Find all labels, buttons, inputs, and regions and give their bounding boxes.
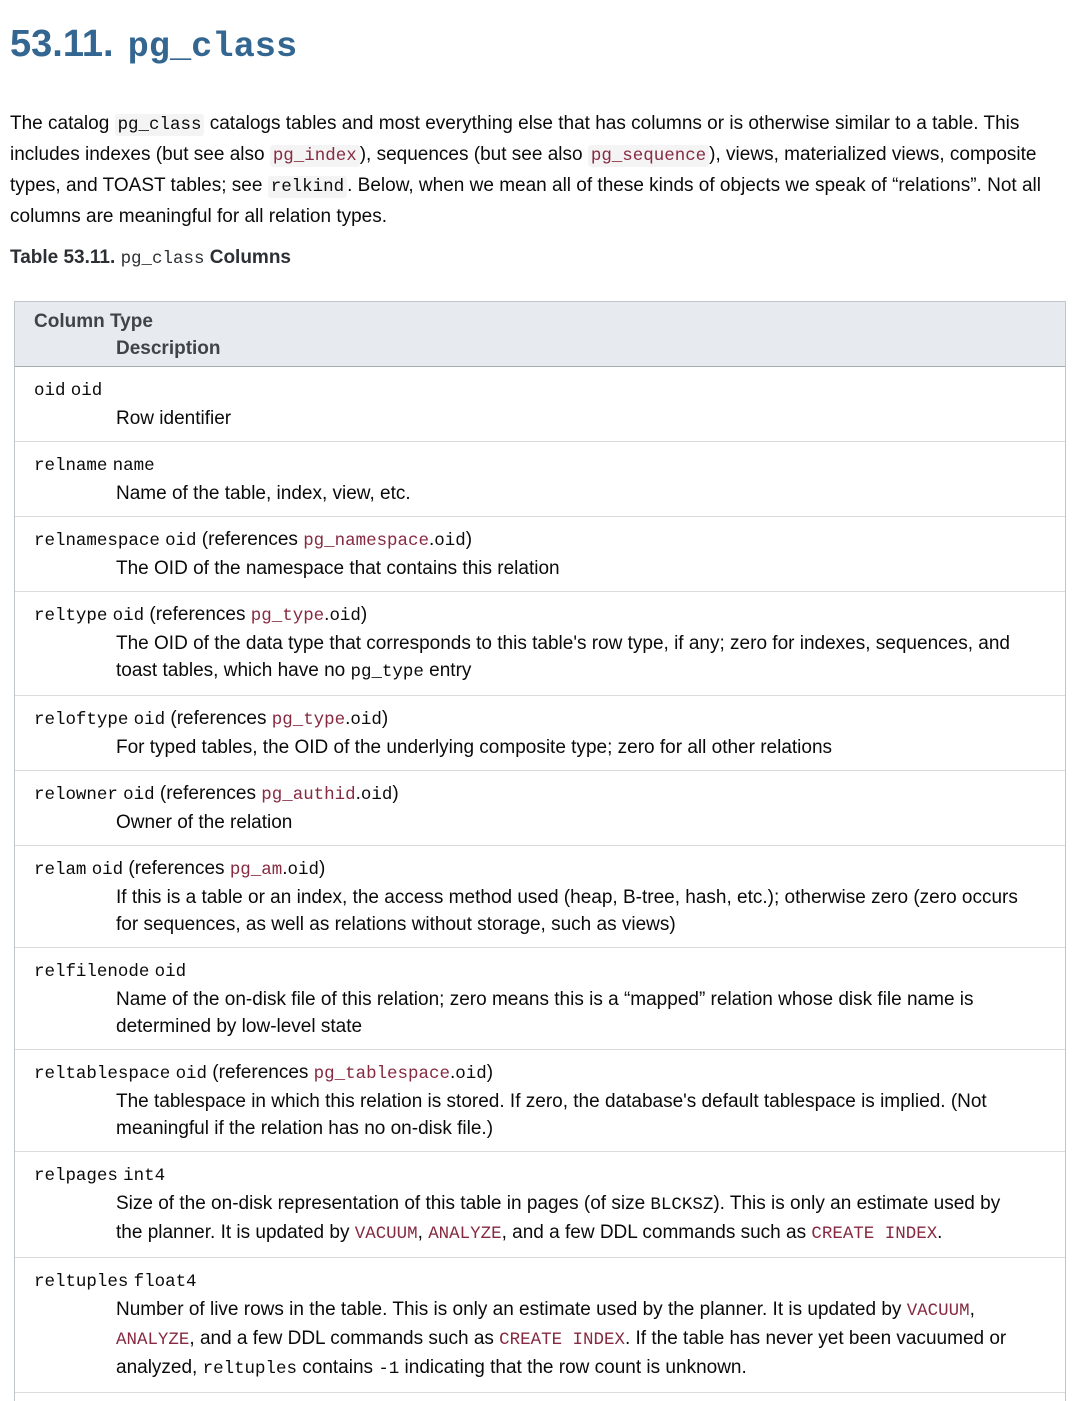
text-run: (references xyxy=(207,1061,314,1083)
text-run: ) xyxy=(486,1061,494,1083)
text-run: . xyxy=(324,603,330,625)
text-run: If this is a table or an index, the access method used (heap, B-tree, hash, etc.); otherwise zero (zero occurs for sequences, as well as relations without storage, such as views) xyxy=(116,886,1018,935)
table-row xyxy=(15,695,1065,770)
text-run: Name of the on-disk file of this relation; zero means this is a “mapped” relation whose disk file name is determined by low-level state xyxy=(116,988,974,1037)
table-row xyxy=(15,845,1065,947)
text-run: entry xyxy=(423,659,472,681)
column-description xyxy=(116,480,1021,507)
text-run: ), sequences (but see also xyxy=(359,143,588,165)
inline-code: BLCKSZ xyxy=(650,1194,714,1215)
inline-code: relkind xyxy=(268,176,347,198)
text-run: Number of live rows in the table. This is only an estimate used by the planner. It is updated by xyxy=(116,1298,907,1320)
inline-code: relfilenode xyxy=(34,961,150,982)
inline-code: oid xyxy=(133,709,166,730)
inline-code: oid xyxy=(360,784,393,805)
text-run: , and a few DDL commands such as xyxy=(189,1327,500,1349)
inline-code: relnamespace xyxy=(34,530,160,551)
link-create-index[interactable]: CREATE INDEX xyxy=(811,1223,938,1244)
text-run: Name of the table, index, view, etc. xyxy=(116,482,411,504)
column-description xyxy=(116,809,1021,836)
doc-page xyxy=(0,24,1080,1401)
inline-code: oid xyxy=(34,380,66,401)
text-run: Size of the on-disk representation of this table in pages (of size xyxy=(116,1192,651,1214)
inline-code: relowner xyxy=(34,784,118,805)
table-body xyxy=(15,367,1065,1392)
inline-code: oid xyxy=(175,1063,208,1084)
table-row xyxy=(15,947,1065,1049)
inline-code: reltype xyxy=(34,605,108,626)
inline-code: relpages xyxy=(34,1165,118,1186)
inline-code: oid xyxy=(123,784,155,805)
column-description xyxy=(116,1088,1021,1142)
text-run: ) xyxy=(465,528,473,550)
link-pg_tablespace[interactable]: pg_tablespace xyxy=(313,1063,450,1084)
table-row xyxy=(15,591,1065,695)
inline-code: reloftype xyxy=(34,709,129,730)
link-create-index[interactable]: CREATE INDEX xyxy=(499,1329,625,1350)
text-run: ), views, materialized views, composite types, and TOAST tables; see xyxy=(10,143,1037,196)
text-run: contains xyxy=(296,1356,379,1378)
link-pg_am[interactable]: pg_am xyxy=(229,859,283,880)
text-run: Owner of the relation xyxy=(116,811,293,833)
inline-code: oid xyxy=(91,859,124,880)
header-column-type: Column Type xyxy=(34,310,153,332)
inline-code: name xyxy=(112,455,155,476)
table-row xyxy=(15,367,1065,441)
text-run: For typed tables, the OID of the underlying composite type; zero for all other relations xyxy=(116,736,833,758)
column-description xyxy=(116,555,1021,582)
text-run: ). This is only an estimate used by the planner. It is updated by xyxy=(116,1192,1001,1243)
column-definition xyxy=(34,855,1045,884)
inline-code: reltablespace xyxy=(34,1063,171,1084)
link-pg_index[interactable]: pg_index xyxy=(270,145,360,167)
column-description xyxy=(116,630,1021,686)
column-description xyxy=(116,1190,1021,1248)
table-header xyxy=(15,302,1065,367)
inline-code: oid xyxy=(154,961,187,982)
text-run: (references xyxy=(123,857,230,879)
link-vacuum[interactable]: VACUUM xyxy=(354,1223,418,1244)
text-run: ) xyxy=(318,857,326,879)
page-title xyxy=(10,24,1070,67)
column-description xyxy=(116,884,1021,938)
link-analyze[interactable]: ANALYZE xyxy=(116,1329,190,1350)
section-name: pg_class xyxy=(127,27,298,67)
text-run: indicating that the row count is unknown. xyxy=(399,1356,747,1378)
header-description: Description xyxy=(116,337,221,359)
bold-text-run: Columns xyxy=(204,246,291,268)
column-definition xyxy=(34,705,1045,734)
text-run: . xyxy=(282,857,288,879)
column-definition xyxy=(34,1267,1045,1296)
text-run: . xyxy=(345,707,351,729)
inline-code: oid xyxy=(70,380,103,401)
inline-code: pg_type xyxy=(350,661,424,682)
column-definition xyxy=(34,780,1045,809)
text-run: The OID of the data type that corresponds to this table's row type, if any; zero for indexes, sequences, and toast tables, which have no xyxy=(116,632,1010,681)
section-number: 53.11. xyxy=(10,23,114,65)
text-run: , and a few DDL commands such as xyxy=(501,1221,812,1243)
text-run: . xyxy=(449,1061,456,1083)
inline-code: oid xyxy=(350,709,382,730)
link-vacuum[interactable]: VACUUM xyxy=(906,1300,970,1321)
text-run: (references xyxy=(144,603,251,625)
text-run: Row identifier xyxy=(116,407,232,429)
table-row xyxy=(15,441,1065,516)
pg-class-columns-table xyxy=(14,301,1066,1401)
text-run: ) xyxy=(381,707,389,729)
column-description xyxy=(116,405,1021,432)
text-run: . xyxy=(355,782,361,804)
link-pg_type[interactable]: pg_type xyxy=(271,709,346,730)
inline-code: reltuples xyxy=(202,1358,297,1379)
text-run: . xyxy=(937,1221,943,1243)
text-run: . xyxy=(428,528,435,550)
bold-text-run: Table 53.11. xyxy=(10,246,121,268)
text-run: The tablespace in which this relation is stored. If zero, the database's default tablespace is implied. (Not meaningful if the relation has no on-disk file.) xyxy=(116,1090,987,1139)
inline-code: oid xyxy=(287,859,319,880)
text-run: . Below, when we mean all of these kinds of objects we speak of “relations”. Not all columns are meaningful for all relation types. xyxy=(10,174,1041,227)
inline-code: pg_class xyxy=(115,114,205,136)
text-run: (references xyxy=(196,528,304,550)
partial-next-row xyxy=(15,1392,1065,1401)
column-definition xyxy=(34,1059,1045,1088)
inline-code: oid xyxy=(455,1063,487,1084)
link-pg_sequence[interactable]: pg_sequence xyxy=(588,145,709,167)
link-pg_type[interactable]: pg_type xyxy=(250,605,325,626)
text-run: . If the table has never yet been vacuumed or analyzed, xyxy=(116,1327,1007,1378)
text-run: The OID of the namespace that contains this relation xyxy=(116,557,560,579)
text-run: ) xyxy=(392,782,399,804)
link-pg_authid[interactable]: pg_authid xyxy=(261,784,356,805)
inline-code: oid xyxy=(112,605,145,626)
column-definition xyxy=(34,957,1045,986)
inline-code: oid xyxy=(434,530,466,551)
link-analyze[interactable]: ANALYZE xyxy=(428,1223,502,1244)
inline-code: float4 xyxy=(133,1271,197,1292)
inline-code: reltuples xyxy=(34,1271,129,1292)
text-run: , xyxy=(417,1221,429,1243)
inline-code: -1 xyxy=(378,1358,400,1379)
table-row xyxy=(15,770,1065,845)
column-definition xyxy=(34,451,1045,480)
intro-paragraph xyxy=(10,109,1068,231)
column-definition xyxy=(34,376,1045,405)
text-run: catalogs tables and most everything else that has columns or is otherwise similar to a table. This includes indexes (but see also xyxy=(10,112,1020,165)
column-definition xyxy=(34,1161,1045,1190)
column-description xyxy=(116,734,1021,761)
text-run: ) xyxy=(360,603,368,625)
column-description xyxy=(116,1296,1021,1383)
column-description xyxy=(116,986,1021,1040)
inline-code: oid xyxy=(165,530,197,551)
inline-code: relam xyxy=(34,859,87,880)
inline-code: pg_class xyxy=(120,248,205,269)
text-run: , xyxy=(969,1298,975,1320)
table-row xyxy=(15,1257,1065,1392)
table-row xyxy=(15,1049,1065,1151)
inline-code: int4 xyxy=(123,1165,166,1186)
column-definition xyxy=(34,601,1045,630)
inline-code: relname xyxy=(34,455,108,476)
link-pg_namespace[interactable]: pg_namespace xyxy=(303,530,429,551)
inline-code: oid xyxy=(329,605,361,626)
text-run: (references xyxy=(165,707,272,729)
table-row xyxy=(15,1151,1065,1257)
text-run: The catalog xyxy=(10,112,115,134)
table-caption xyxy=(10,244,1070,273)
table-row xyxy=(15,516,1065,591)
column-definition xyxy=(34,526,1045,555)
text-run: (references xyxy=(154,782,262,804)
